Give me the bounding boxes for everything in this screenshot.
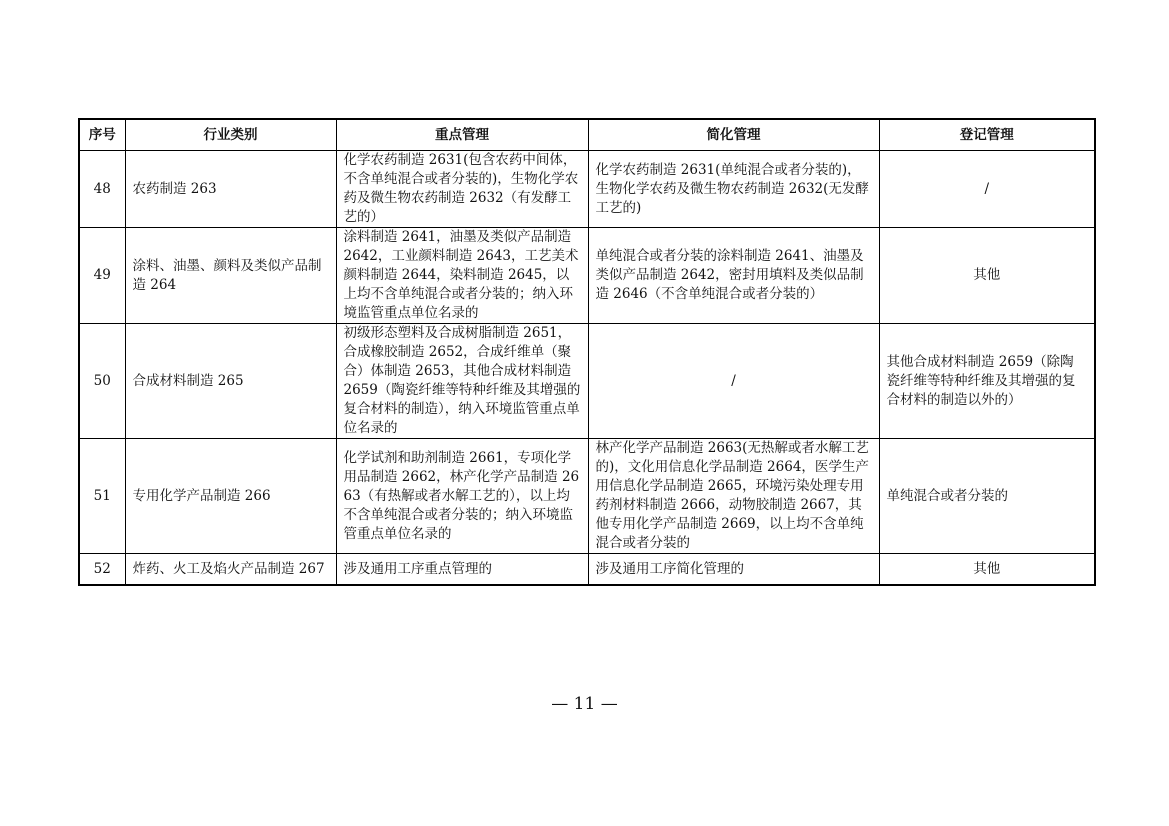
table-row (79, 151, 1095, 228)
cell-key-management: 初级形态塑料及合成树脂制造 2651，合成橡胶制造 2652，合成纤维单（聚合）体制造 2653，其他合成材料制造 2659（陶瓷纤维等特种纤维及其增强的复合材料的制造），纳入环境监管重点单位名录的 (336, 324, 588, 439)
table-row (79, 228, 1095, 324)
table-row (79, 324, 1095, 439)
classification-table (78, 118, 1096, 586)
cell-simplified-management: / (588, 324, 879, 439)
table-row (79, 439, 1095, 554)
header-key-management: 重点管理 (336, 119, 588, 151)
cell-registration-management: 单纯混合或者分装的 (879, 439, 1095, 554)
cell-key-management: 涉及通用工序重点管理的 (336, 554, 588, 586)
cell-industry-category: 炸药、火工及焰火产品制造 267 (125, 554, 336, 586)
cell-simplified-management: 化学农药制造 2631(单纯混合或者分装的)，生物化学农药及微生物农药制造 2632(无发酵工艺的) (588, 151, 879, 228)
table-header-row (79, 119, 1095, 151)
cell-key-management: 涂料制造 2641，油墨及类似产品制造 2642，工业颜料制造 2643，工艺美术颜料制造 2644，染料制造 2645，以上均不含单纯混合或者分装的；纳入环境监管重点单位名录的 (336, 228, 588, 324)
page-number: — 11 — (551, 694, 618, 714)
header-simplified-management: 简化管理 (588, 119, 879, 151)
header-registration-management: 登记管理 (879, 119, 1095, 151)
cell-serial-number: 52 (79, 554, 125, 586)
header-serial-number: 序号 (79, 119, 125, 151)
cell-registration-management: 其他 (879, 228, 1095, 324)
cell-simplified-management: 单纯混合或者分装的涂料制造 2641、油墨及类似产品制造 2642，密封用填料及类似品制造 2646（不含单纯混合或者分装的） (588, 228, 879, 324)
cell-industry-category: 涂料、油墨、颜料及类似产品制造 264 (125, 228, 336, 324)
cell-industry-category: 农药制造 263 (125, 151, 336, 228)
cell-simplified-management: 涉及通用工序简化管理的 (588, 554, 879, 586)
cell-serial-number: 48 (79, 151, 125, 228)
cell-registration-management: 其他合成材料制造 2659（除陶瓷纤维等特种纤维及其增强的复合材料的制造以外的） (879, 324, 1095, 439)
header-industry-category: 行业类别 (125, 119, 336, 151)
cell-registration-management: / (879, 151, 1095, 228)
table-row (79, 554, 1095, 586)
cell-registration-management: 其他 (879, 554, 1095, 586)
cell-simplified-management: 林产化学产品制造 2663(无热解或者水解工艺的)，文化用信息化学品制造 2664，医学生产用信息化学品制造 2665，环境污染处理专用药剂材料制造 2666，动物胶制造 2667，其他专用化学产品制造 2669，以上均不含单纯混合或者分装的 (588, 439, 879, 554)
cell-key-management: 化学试剂和助剂制造 2661，专项化学用品制造 2662，林产化学产品制造 2663（有热解或者水解工艺的），以上均不含单纯混合或者分装的；纳入环境监管重点单位名录的 (336, 439, 588, 554)
cell-key-management: 化学农药制造 2631(包含农药中间体，不含单纯混合或者分装的)，生物化学农药及微生物农药制造 2632（有发酵工艺的） (336, 151, 588, 228)
cell-industry-category: 合成材料制造 265 (125, 324, 336, 439)
cell-serial-number: 50 (79, 324, 125, 439)
cell-serial-number: 51 (79, 439, 125, 554)
cell-industry-category: 专用化学产品制造 266 (125, 439, 336, 554)
cell-serial-number: 49 (79, 228, 125, 324)
